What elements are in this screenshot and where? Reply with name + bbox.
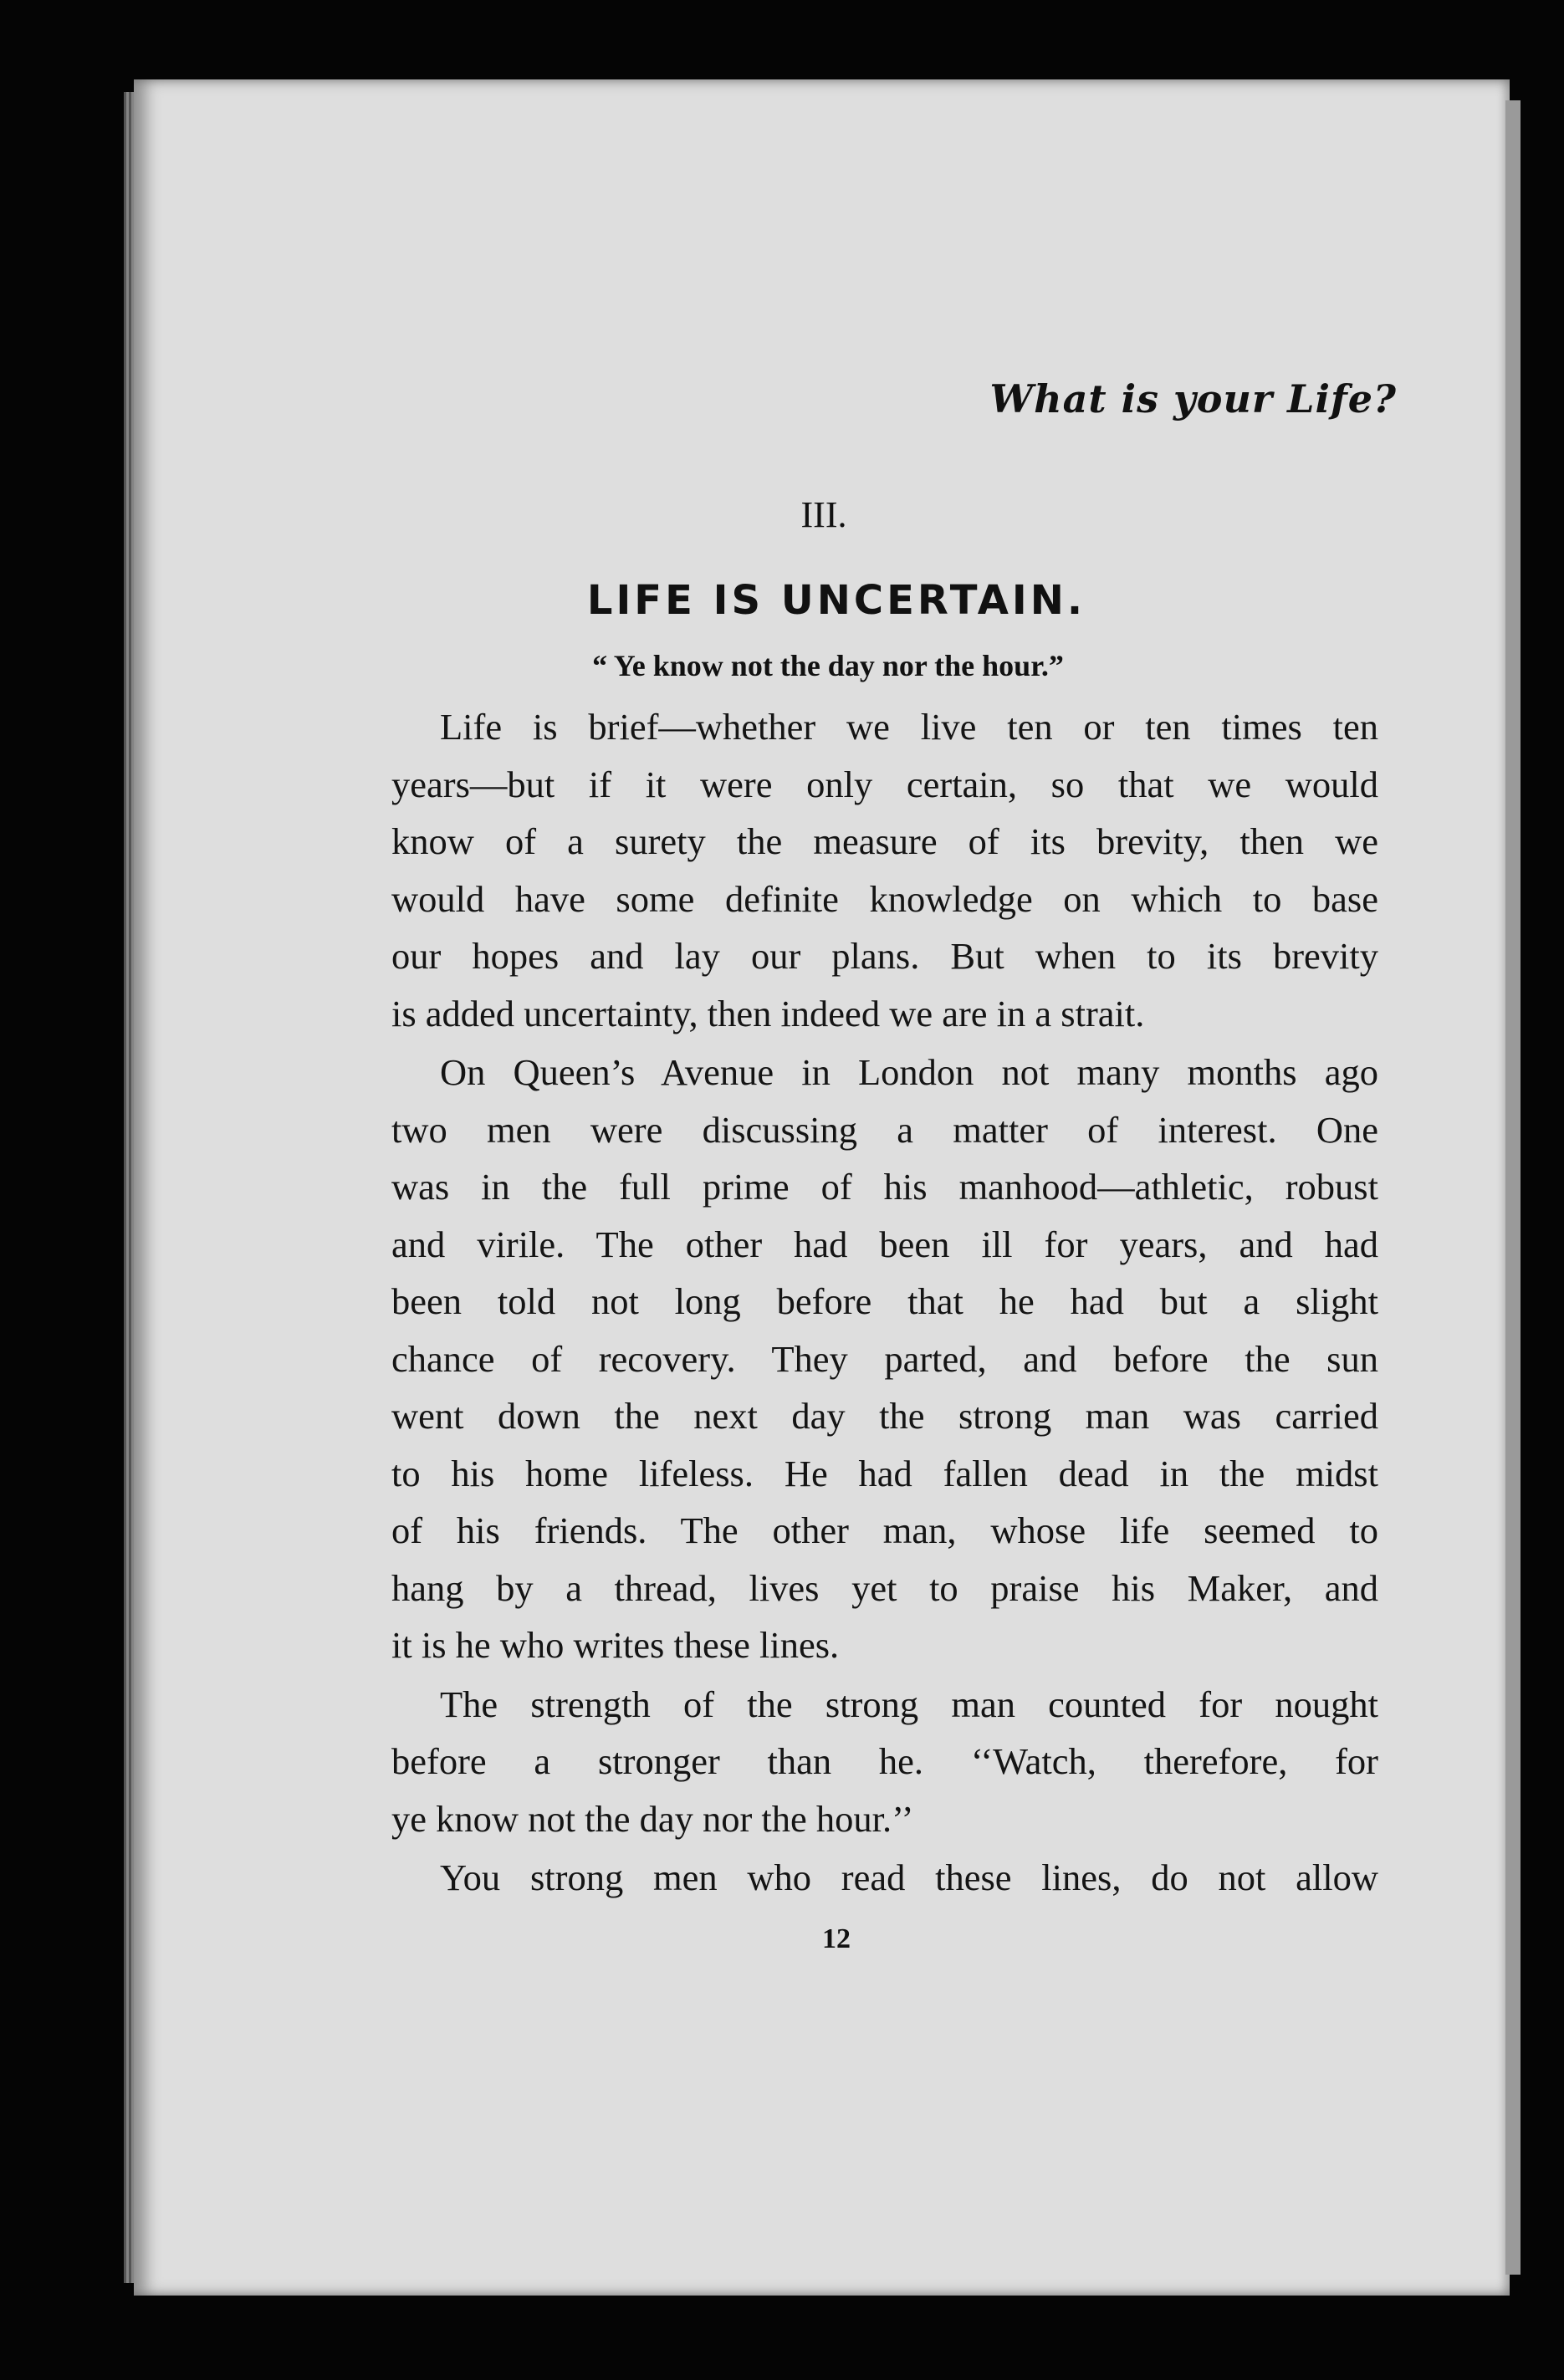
text-line: chance of recovery. They parted, and before the sun: [391, 1337, 1378, 1380]
text-line: it is he who writes these lines.: [391, 1624, 840, 1666]
epigraph: “ Ye know not the day nor the hour.”: [592, 649, 1064, 682]
text-line: before a stronger than he. ‘‘Watch, therefore, for: [391, 1740, 1378, 1782]
text-line: ye know not the day nor the hour.’’: [391, 1797, 914, 1840]
body-text: [391, 698, 1378, 1908]
text-line: hang by a thread, lives yet to praise his Maker, and: [391, 1566, 1378, 1609]
text-line: The strength of the strong man counted for nought: [440, 1683, 1378, 1725]
text-line: You strong men who read these lines, do not allow: [440, 1857, 1378, 1898]
text-line: our hopes and lay our plans. But when to its brevity: [391, 935, 1378, 977]
text-line: On Queen’s Avenue in London not many months ago: [440, 1051, 1378, 1093]
text-line: been told not long before that he had but a slight: [391, 1280, 1378, 1322]
text-line: was in the full prime of his manhood—athletic, robust: [391, 1166, 1378, 1208]
running-head: What is your Life?: [989, 376, 1397, 421]
text-line: went down the next day the strong man was carried: [391, 1395, 1378, 1437]
chapter-title: LIFE IS UNCERTAIN.: [586, 577, 1086, 624]
chapter-number: III.: [800, 494, 847, 535]
text-line: of his friends. The other man, whose life seemed to: [391, 1509, 1378, 1551]
text-line: years—but if it were only certain, so that we would: [391, 763, 1378, 805]
text-line: to his home lifeless. He had fallen dead in the midst: [391, 1452, 1378, 1494]
text-line: know of a surety the measure of its brevity, then we: [391, 820, 1378, 862]
page-number: 12: [822, 1923, 851, 1954]
text-line: is added uncertainty, then indeed we are in a strait.: [391, 992, 1145, 1034]
text-line: would have some definite knowledge on which to base: [391, 877, 1378, 920]
paragraph-1: [391, 698, 1378, 1042]
paragraph-2: [391, 1044, 1378, 1674]
text-line: and virile. The other had been ill for years, and had: [391, 1223, 1378, 1265]
text-line: two men were discussing a matter of interest. One: [391, 1108, 1378, 1151]
paragraph-3: [391, 1676, 1378, 1848]
paragraph-4: [391, 1849, 1378, 1907]
text-line: Life is brief—whether we live ten or ten times ten: [440, 706, 1378, 748]
